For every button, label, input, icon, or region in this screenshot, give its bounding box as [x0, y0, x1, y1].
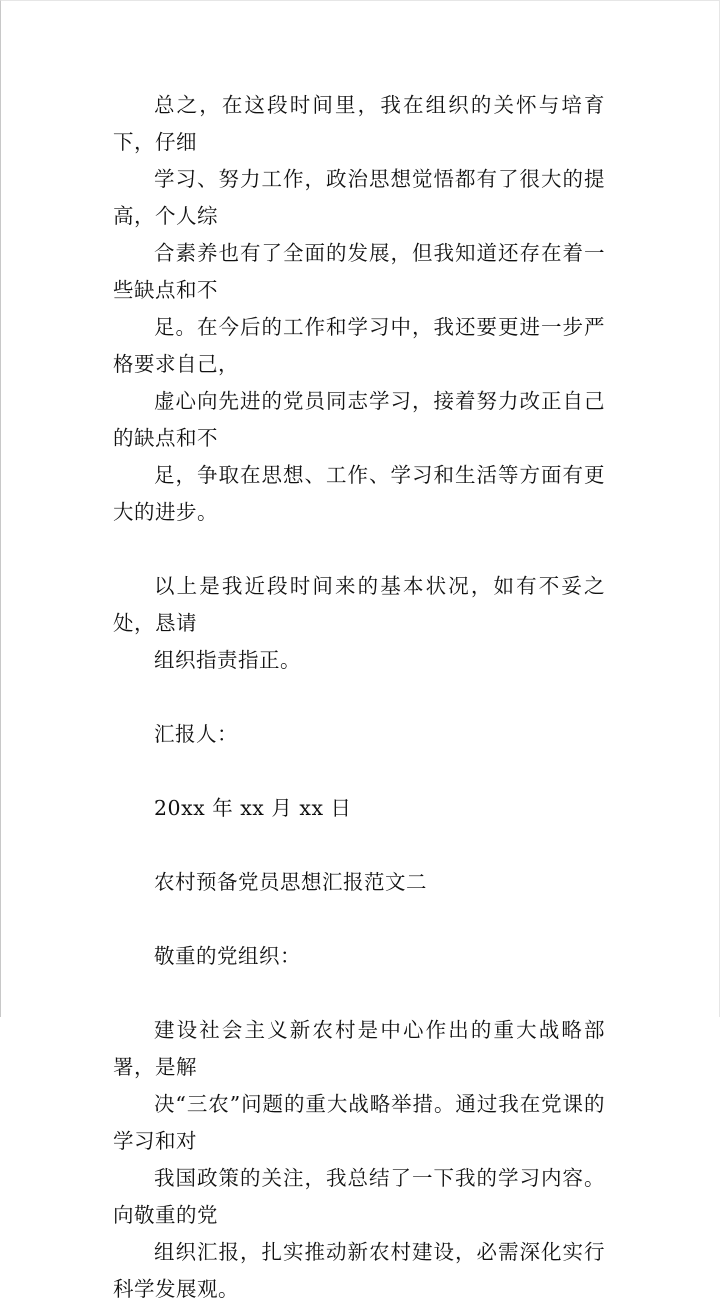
text-line: 我国政策的关注，我总结了一下我的学习内容。向敬重的党	[113, 1166, 605, 1227]
text-line: 足。在今后的工作和学习中，我还要更进一步严格要求自己，	[113, 315, 605, 376]
text-line: 20xx 年 xx 月 xx 日	[154, 796, 352, 820]
text-line: 建设社会主义新农村是中心作出的重大战略部署，是解	[113, 1018, 605, 1079]
text-line: 汇报人：	[154, 722, 238, 746]
paragraph-new-countryside	[113, 1012, 605, 1308]
text-line: 决“三农”问题的重大战略举措。通过我在党课的学习和对	[113, 1092, 605, 1153]
reporter-line	[113, 716, 605, 753]
text-line: 合素养也有了全面的发展，但我知道还存在着一些缺点和不	[113, 241, 605, 302]
document-body	[113, 87, 605, 1308]
text-line: 组织指责指正。	[154, 648, 301, 672]
text-line: 足，争取在思想、工作、学习和生活等方面有更大的进步。	[113, 463, 605, 524]
section-title	[113, 864, 605, 901]
text-line: 学习、努力工作，政治思想觉悟都有了很大的提高，个人综	[113, 167, 605, 228]
text-line: 组织汇报，扎实推动新农村建设，必需深化实行科学发展观。	[113, 1240, 605, 1301]
paragraph-closing	[113, 568, 605, 679]
text-line: 总之，在这段时间里，我在组织的关怀与培育下，仔细	[113, 93, 605, 154]
salutation	[113, 938, 605, 975]
text-line: 农村预备党员思想汇报范文二	[154, 870, 427, 894]
text-line: 敬重的党组织：	[154, 944, 301, 968]
text-line: 以上是我近段时间来的基本状况，如有不妥之处，恳请	[113, 574, 605, 635]
date-line	[113, 790, 605, 827]
text-line: 虚心向先进的党员同志学习，接着努力改正自己的缺点和不	[113, 389, 605, 450]
paragraph-summary	[113, 87, 605, 531]
